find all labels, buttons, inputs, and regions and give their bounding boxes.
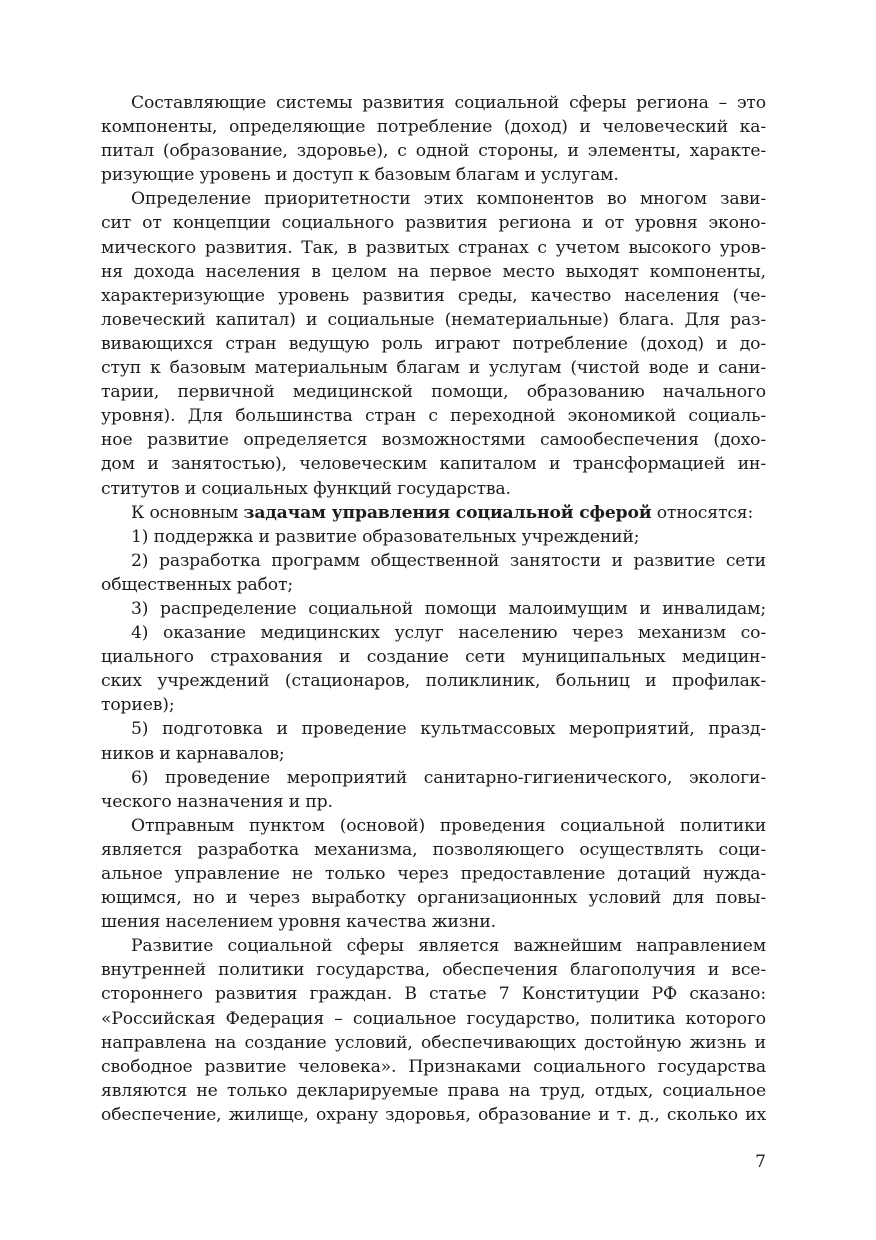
text-line: 2) разработка программ общественной занятости и развитие сети (131, 550, 766, 571)
text-line: 1) поддержка и развитие образовательных учреждений; (131, 526, 640, 547)
text-line: ное развитие определяется возможностями самообеспечения (дохо- (101, 430, 766, 451)
text-line: «Российская Федерация – социальное государство, политика которого (101, 1008, 766, 1029)
text-line: характеризующие уровень развития среды, качество населения (че- (101, 285, 766, 306)
text-line: ня дохода населения в целом на первое место выходят компоненты, (101, 261, 766, 282)
text-line: внутренней политики государства, обеспечения благополучия и все- (101, 960, 766, 981)
text-line: 4) оказание медицинских услуг населению через механизм со- (131, 623, 766, 644)
text-line: ступ к базовым материальным благам и услугам (чистой воде и сани- (101, 358, 766, 379)
text-line: 6) проведение мероприятий санитарно-гигиенического, экологи- (131, 767, 766, 788)
text-line: альное управление не только через предоставление дотаций нужда- (101, 864, 766, 884)
text-line: Определение приоритетности этих компонентов во многом зави- (131, 189, 766, 210)
text-line: ториев); (101, 695, 175, 716)
text-line: вивающихся стран ведущую роль играют потребление (доход) и до- (101, 333, 766, 354)
text-line: ловеческий капитал) и социальные (нематериальные) блага. Для раз- (101, 309, 766, 330)
text-line: циального страхования и создание сети муниципальных медицин- (101, 647, 766, 668)
text-line: стороннего развития граждан. В статье 7 Конституции РФ сказано: (101, 984, 766, 1005)
text-line: дом и занятостью), человеческим капиталом и трансформацией ин- (101, 454, 766, 475)
text-line: свободное развитие человека». Признаками социального государства (101, 1056, 766, 1077)
text-line: обеспечение, жилище, охрану здоровья, образование и т. д., сколько их (101, 1104, 766, 1125)
text-line: общественных работ; (101, 574, 293, 595)
text-line: ских учреждений (стационаров, поликлиник, больниц и профилак- (101, 671, 766, 692)
text-line: ников и карнавалов; (101, 743, 285, 764)
body-text (101, 91, 766, 1127)
emphasized-term: задачам управления социальной сферой (243, 502, 652, 523)
text-line: сит от концепции социального развития региона и от уровня эконо- (101, 213, 766, 234)
text-line: ститутов и социальных функций государства. (101, 478, 511, 499)
text-line: питал (образование, здоровье), с одной стороны, и элементы, характе- (101, 141, 766, 162)
text-line: является разработка механизма, позволяющего осуществлять соци- (101, 839, 766, 860)
text-line: уровня). Для большинства стран с переходной экономикой социаль- (101, 406, 766, 427)
text-line: шения населением уровня качества жизни. (101, 912, 496, 933)
text-line: Развитие социальной сферы является важнейшим направлением (131, 936, 766, 957)
text-line: ющимся, но и через выработку организационных условий для повы- (101, 888, 766, 909)
text-line: 3) распределение социальной помощи малоимущим и инвалидам; (131, 598, 766, 619)
text-line: Отправным пунктом (основой) проведения социальной политики (131, 815, 766, 836)
text-line: компоненты, определяющие потребление (доход) и человеческий ка- (101, 117, 766, 138)
text-line: 5) подготовка и проведение культмассовых мероприятий, празд- (131, 719, 766, 740)
text-line: направлена на создание условий, обеспечивающих достойную жизнь и (101, 1032, 766, 1053)
text-line: мического развития. Так, в развитых странах с учетом высокого уров- (101, 237, 766, 258)
page-number: 7 (755, 1152, 766, 1172)
text-line: являются не только декларируемые права на труд, отдых, социальное (101, 1080, 766, 1101)
text-line: Составляющие системы развития социальной сферы региона – это (131, 93, 766, 113)
text-line: ризующие уровень и доступ к базовым благам и услугам. (101, 165, 619, 186)
text-line: ческого назначения и пр. (101, 791, 333, 812)
text-line: К основным задачам управления социальной сферой относятся: (131, 502, 754, 523)
text-line: тарии, первичной медицинской помощи, образованию начального (101, 382, 766, 403)
